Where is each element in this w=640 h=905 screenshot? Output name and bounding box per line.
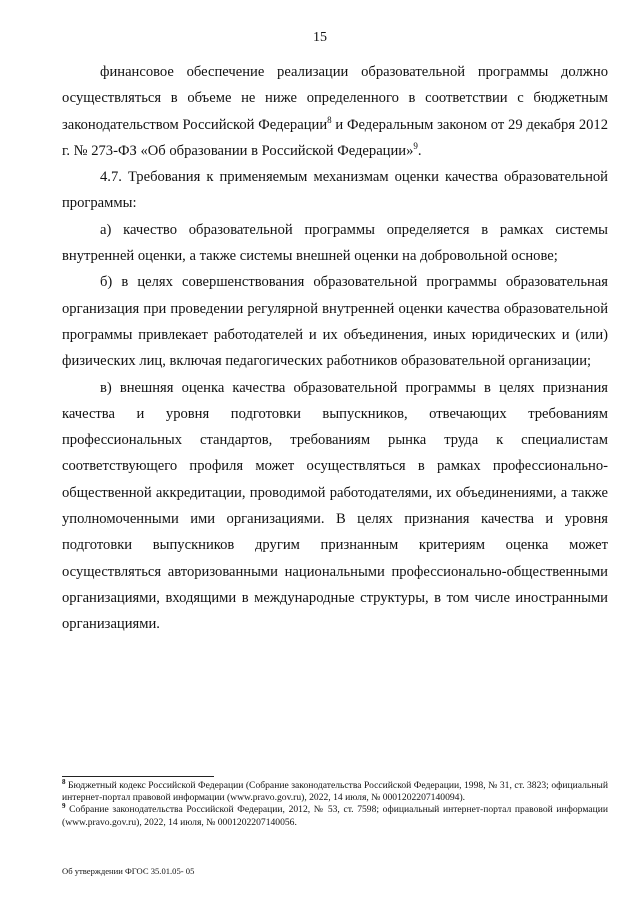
footnote-ref-9: 9: [413, 141, 418, 152]
page-number: 15: [313, 30, 327, 45]
footnote-separator: [62, 776, 214, 777]
footnote-marker-8: 8: [62, 777, 66, 786]
document-code: Об утверждении ФГОС 35.01.05- 05: [62, 866, 195, 876]
paragraph-funding-text-a: финансовое обеспечение реализации образовательной программы должно осуществляться в объеме не ниже определенного в соответствии с бюджетным законодательством Российской Федерации: [62, 64, 608, 133]
paragraph-section-4-7: 4.7. Требования к применяемым механизмам оценки качества образовательной программы:: [62, 169, 608, 212]
paragraph-item-c: в) внешняя оценка качества образовательной программы в целях признания качества и уровня подготовки выпускников, отвечающих требованиям профессиональных стандартов, требованиям рынка труда к специалистам соответствующего профиля может осуществляться в рамках профессионально-общественной аккредитации, проводимой работодателями, их объединениями, а также уполномоченными ими организациями. В целях признания качества и уровня подготовки выпускников другим признанным критериям оценка может осуществляться авторизованными национальными профессионально-общественными организациями, входящими в международные структуры, в том числе иностранными организациями.: [62, 379, 608, 633]
footnote-8: [62, 777, 608, 804]
paragraph-funding: [62, 59, 608, 164]
footnote-8-text: Бюджетный кодекс Российской Федерации (Собрание законодательства Российской Федерации, 1998, № 31, ст. 3823; официальный интернет-портал правовой информации (www.pravo.gov.ru), 2022, 14 июля, № 0001202207140094).: [62, 780, 608, 804]
footnotes: [62, 777, 608, 829]
footnote-9: [62, 804, 608, 828]
footnote-9-text: Собрание законодательства Российской Федерации, 2012, № 53, ст. 7598; официальный интернет-портал правовой информации (www.pravo.gov.ru), 2022, 14 июля, № 0001202207140056.: [62, 804, 608, 828]
paragraph-item-b: б) в целях совершенствования образовательной программы образовательная организация при проведении регулярной внутренней оценки качества образовательной программы привлекает работодателей и их объединения, иных юридических и (или) физических лиц, включая педагогических работников образовательной организации;: [62, 274, 608, 370]
footnote-ref-8: 8: [327, 114, 332, 125]
paragraph-item-a: а) качество образовательной программы определяется в рамках системы внутренней оценки, а также системы внешней оценки на добровольной основе;: [62, 221, 608, 265]
footnote-marker-9: 9: [62, 802, 66, 811]
paragraph-funding-text-b: и Федеральным законом от 29 декабря 2012 г. № 273-ФЗ «Об образовании в Российской Федерации»: [62, 116, 609, 159]
paragraph-funding-text-c: .: [417, 142, 422, 159]
document-body: [62, 59, 608, 638]
